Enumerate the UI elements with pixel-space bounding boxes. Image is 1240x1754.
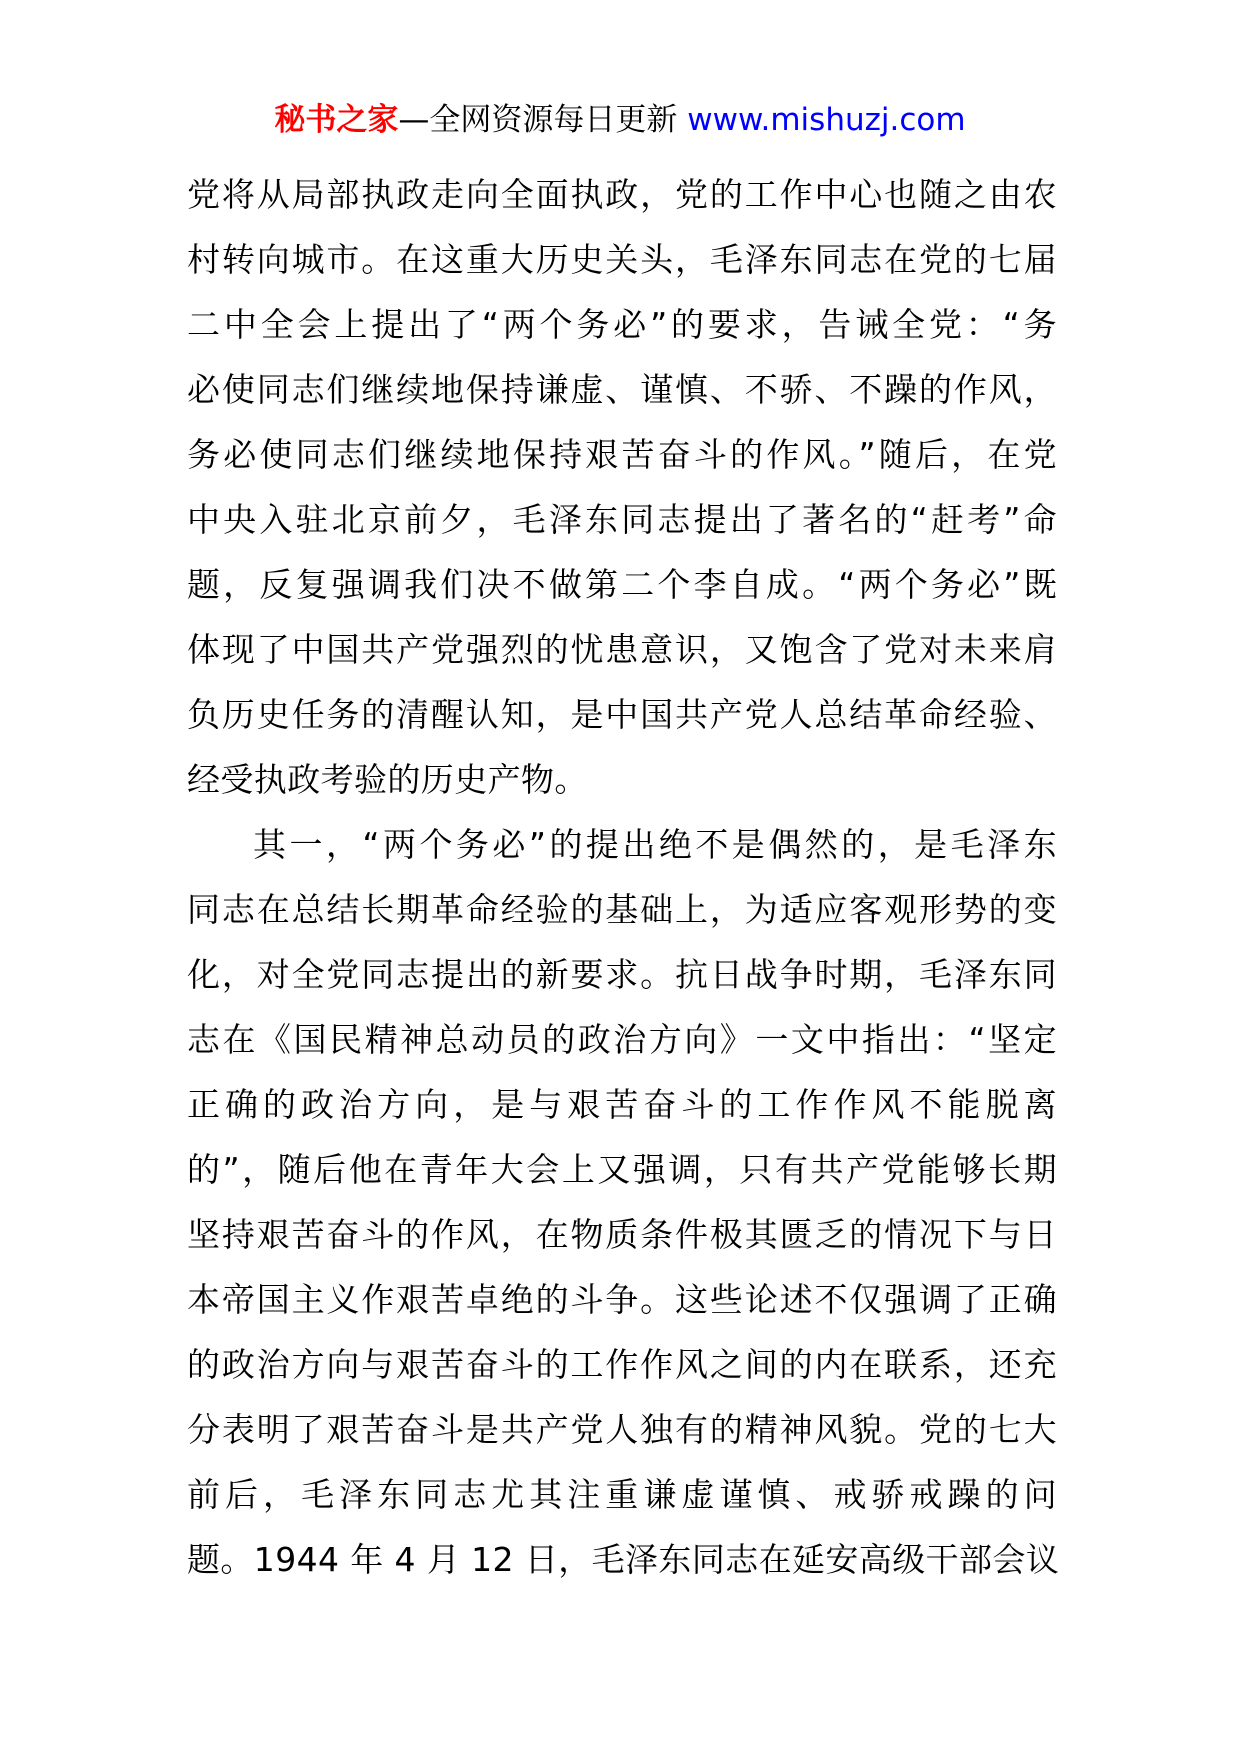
text-line: 正确的政治方向，是与艰苦奋斗的工作作风不能脱离 — [187, 1085, 1057, 1124]
text-line: 题，反复强调我们决不做第二个李自成。“两个务必”既 — [187, 565, 1057, 604]
text-line: 志在《国民精神总动员的政治方向》一文中指出：“坚定 — [187, 1020, 1057, 1059]
brand-name: 秘书之家 — [274, 102, 399, 138]
header-tagline: —全网资源每日更新 — [398, 102, 688, 138]
text-line: 村转向城市。在这重大历史关头，毛泽东同志在党的七届 — [187, 240, 1057, 279]
text-line: 务必使同志们继续地保持艰苦奋斗的作风。”随后，在党 — [187, 435, 1057, 474]
paragraph-1 — [187, 162, 1057, 812]
text-line: 必使同志们继续地保持谦虚、谨慎、不骄、不躁的作风， — [187, 370, 1057, 409]
document-body — [187, 162, 1060, 1592]
text-line: 题。1944 年 4 月 12 日，毛泽东同志在延安高级干部会议 — [187, 1540, 1060, 1579]
text-line: 中央入驻北京前夕，毛泽东同志提出了著名的“赶考”命 — [187, 500, 1057, 539]
paragraph-2 — [187, 812, 1060, 1592]
site-url-link[interactable]: www.mishuzj.com — [687, 102, 966, 138]
text-line: 经受执政考验的历史产物。 — [187, 760, 588, 799]
text-line: 二中全会上提出了“两个务必”的要求，告诫全党：“务 — [187, 305, 1057, 344]
text-line: 分表明了艰苦奋斗是共产党人独有的精神风貌。党的七大 — [187, 1410, 1057, 1449]
text-line: 其一，“两个务必”的提出绝不是偶然的，是毛泽东 — [253, 825, 1057, 864]
text-line: 的”，随后他在青年大会上又强调，只有共产党能够长期 — [187, 1150, 1057, 1189]
text-line: 的政治方向与艰苦奋斗的工作作风之间的内在联系，还充 — [187, 1345, 1057, 1384]
text-line: 同志在总结长期革命经验的基础上，为适应客观形势的变 — [187, 890, 1057, 929]
text-line: 坚持艰苦奋斗的作风，在物质条件极其匮乏的情况下与日 — [187, 1215, 1057, 1254]
page-header — [0, 98, 1240, 142]
text-line: 化，对全党同志提出的新要求。抗日战争时期，毛泽东同 — [187, 955, 1057, 994]
text-line: 党将从局部执政走向全面执政，党的工作中心也随之由农 — [187, 175, 1057, 214]
text-line: 前后，毛泽东同志尤其注重谦虚谨慎、戒骄戒躁的问 — [187, 1475, 1057, 1514]
text-line: 本帝国主义作艰苦卓绝的斗争。这些论述不仅强调了正确 — [187, 1280, 1057, 1319]
text-line: 体现了中国共产党强烈的忧患意识，又饱含了党对未来肩 — [187, 630, 1057, 669]
text-line: 负历史任务的清醒认知，是中国共产党人总结革命经验、 — [187, 695, 1057, 734]
